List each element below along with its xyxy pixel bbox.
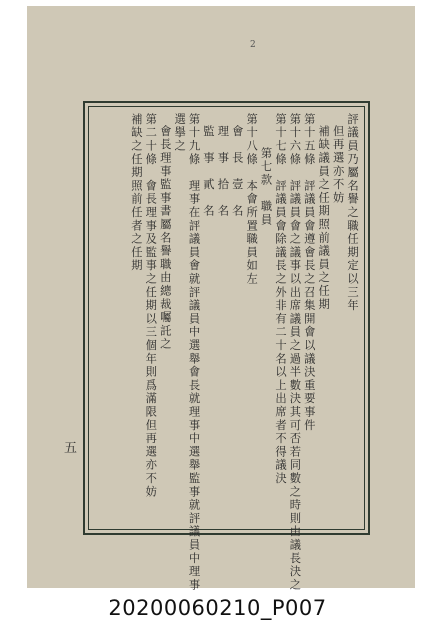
- text-column: 補缺議員之任期照前議員之任期: [317, 125, 331, 312]
- text-column: 會 長 壹 名: [230, 125, 244, 219]
- text-column: 第十八條 本會所置職員如左: [245, 113, 259, 286]
- text-column: 第十六條 評議員會之議事以出席議員之過半數決其可否若同數之時則由議長決之: [288, 113, 302, 592]
- text-column: 第十七條 評議員會除議長之外非有二十名以上出席者不得議決: [273, 113, 287, 486]
- text-column: 評議員乃屬名譽之職任期定以三年: [346, 113, 359, 313]
- page-mark: 2: [250, 40, 256, 50]
- text-column: 第二十條 會長理事及監事之任期以三個年則爲滿限但再選亦不妨: [144, 113, 158, 499]
- text-column: 但再選亦不妨: [331, 125, 345, 205]
- text-column: 監 事 貳 名: [201, 125, 215, 219]
- text-column: 第七款 職員: [259, 147, 273, 227]
- text-column: 理 事 拾 名: [216, 125, 230, 219]
- vertical-text-block: [89, 113, 359, 592]
- image-caption: 20200060210_P007: [108, 596, 327, 620]
- page-number: 五: [64, 441, 78, 456]
- text-column: 會長理事監事書屬名譽職由總裁囑託之: [158, 125, 172, 352]
- text-column: 第十九條 理事在評議員會就評議員中選舉會長就理事中選舉監事就評議員中理事: [187, 113, 201, 592]
- text-column: 補缺之任期照前任者之任期: [129, 113, 143, 273]
- text-column: 選擧之: [173, 113, 187, 153]
- text-column: 第十五條 評議員會遵會長之召集開會以議決重要事件: [302, 113, 316, 433]
